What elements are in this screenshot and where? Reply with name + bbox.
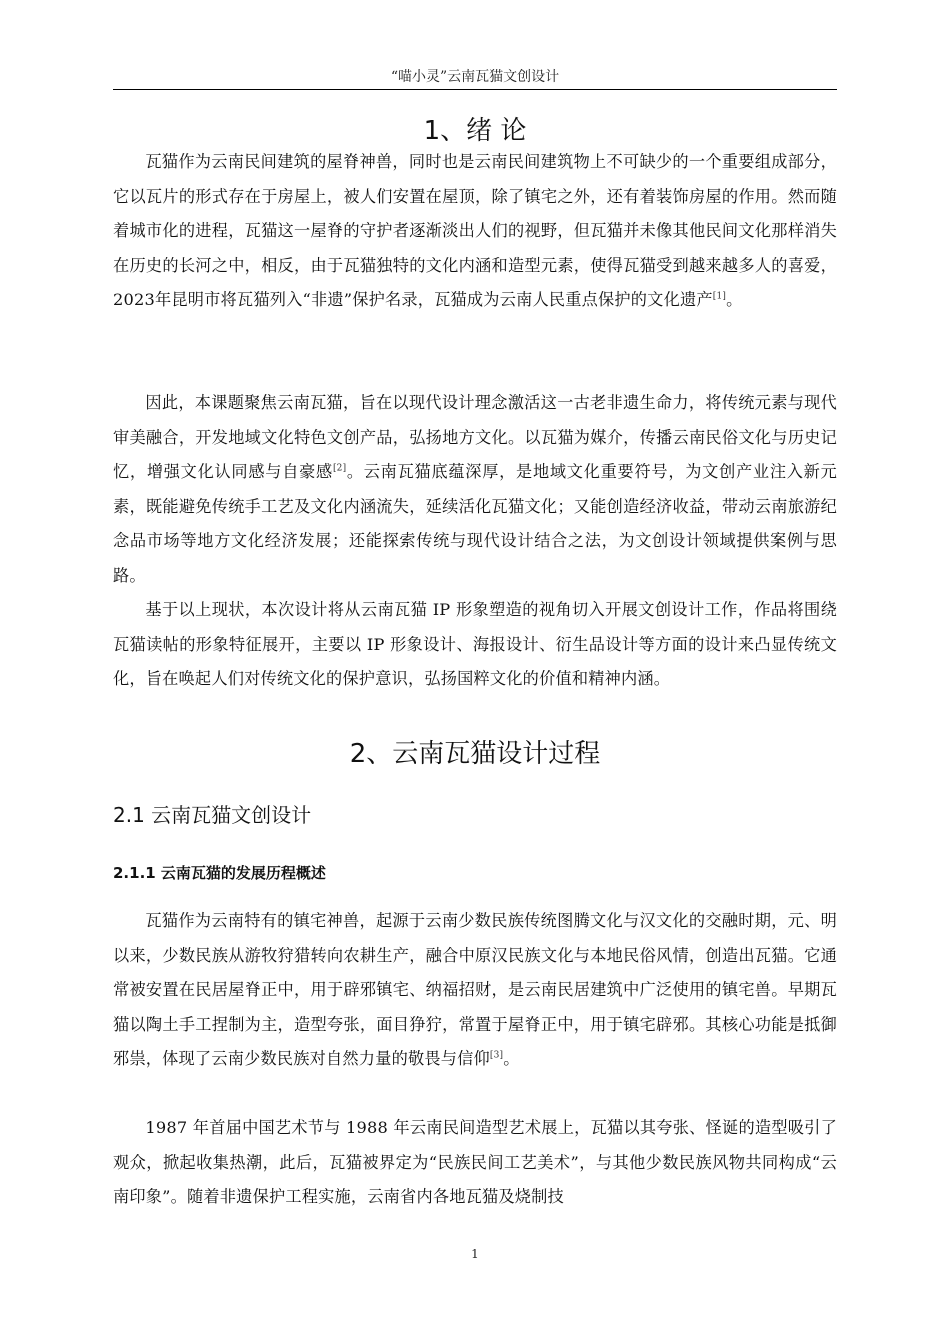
citation-3: [3] <box>489 1050 504 1061</box>
section-2-1-1-heading: 2.1.1 云南瓦猫的发展历程概述 <box>113 864 326 882</box>
paragraph-1-tail: 。 <box>726 290 743 309</box>
paragraph-1-text: 瓦猫作为云南民间建筑的屋脊神兽，同时也是云南民间建筑物上不可缺少的一个重要组成部分，它以瓦片的形式存在于房屋上，被人们安置在屋顶，除了镇宅之外，还有着装饰房屋的作用。然而随着城市化的进程，瓦猫这一屋脊的守护者逐渐淡出人们的视野，但瓦猫并未像其他民间文化那样消失在历史的长河之中，相反，由于瓦猫独特的文化内涵和造型元素，使得瓦猫受到越来越多人的喜爱，2023年昆明市将瓦猫列入“非遗”保护名录，瓦猫成为云南人民重点保护的文化遗产 <box>113 152 837 309</box>
section-2-heading: 2、云南瓦猫设计过程 <box>349 739 601 769</box>
section-2-1-heading: 2.1 云南瓦猫文创设计 <box>113 803 312 827</box>
paragraph-4 <box>113 904 837 1077</box>
section-1-heading: 1、绪 论 <box>423 116 527 146</box>
paragraph-2 <box>113 386 837 593</box>
citation-1: [1] <box>712 291 727 302</box>
paragraph-3: 基于以上现状，本次设计将从云南瓦猫 IP 形象塑造的视角切入开展文创设计工作，作品将围绕瓦猫读帖的形象特征展开，主要以 IP 形象设计、海报设计、衍生品设计等方面的设计来凸显传统文化，旨在唤起人们对传统文化的保护意识，弘扬国粹文化的价值和精神内涵。 <box>113 600 837 688</box>
paragraph-5: 1987 年首届中国艺术节与 1988 年云南民间造型艺术展上，瓦猫以其夸张、怪诞的造型吸引了观众，掀起收集热潮，此后，瓦猫被界定为“民族民间工艺美术”，与其他少数民族风物共同构成“云南印象”。随着非遗保护工程实施，云南省内各地瓦猫及烧制技 <box>113 1118 837 1206</box>
running-header: “喵小灵”云南瓦猫文创设计 <box>390 69 560 85</box>
page-number: 1 <box>471 1247 479 1261</box>
citation-2: [2] <box>332 463 347 474</box>
paragraph-2-tail: 。云南瓦猫底蕴深厚，是地域文化重要符号，为文创产业注入新元素，既能避免传统手工艺及文化内涵流失，延续活化瓦猫文化；又能创造经济收益，带动云南旅游纪念品市场等地方文化经济发展；还能探索传统与现代设计结合之法，为文创设计领域提供案例与思路。 <box>113 462 837 585</box>
paragraph-2-text: 因此，本课题聚焦云南瓦猫，旨在以现代设计理念激活这一古老非遗生命力，将传统元素与现代审美融合，开发地域文化特色文创产品，弘扬地方文化。以瓦猫为媒介，传播云南民俗文化与历史记忆，增强文化认同感与自豪感 <box>113 393 837 481</box>
paragraph-4-text: 瓦猫作为云南特有的镇宅神兽，起源于云南少数民族传统图腾文化与汉文化的交融时期，元、明以来，少数民族从游牧狩猎转向农耕生产，融合中原汉民族文化与本地民俗风情，创造出瓦猫。它通常被安置在民居屋脊正中，用于辟邪镇宅、纳福招财，是云南民居建筑中广泛使用的镇宅兽。早期瓦猫以陶土手工捏制为主，造型夸张，面目狰狞，常置于屋脊正中，用于镇宅辟邪。其核心功能是抵御邪祟，体现了云南少数民族对自然力量的敬畏与信仰 <box>113 911 837 1068</box>
paragraph-4-tail: 。 <box>503 1049 520 1068</box>
paragraph-1 <box>113 145 837 318</box>
header-divider <box>113 89 837 90</box>
